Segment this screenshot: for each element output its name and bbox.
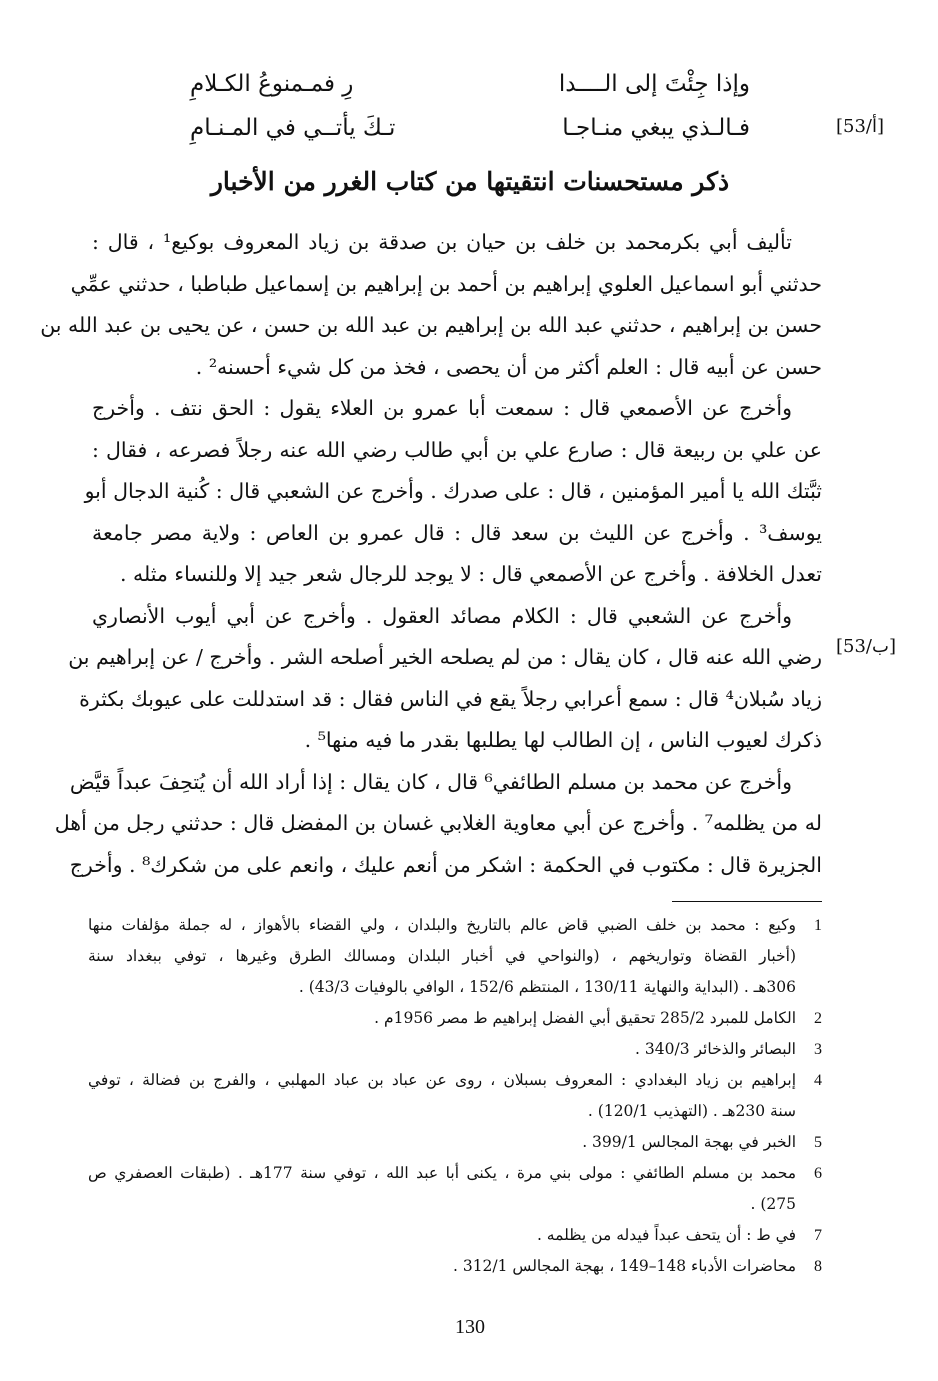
footnote-line: (أخبار القضاة وتواريخهم ، (والنواحي في أخبار البلدان ومسالك الطرق وغيرها ، توفي ببغداد سنة [88, 947, 796, 965]
footnote-text [88, 1065, 796, 1127]
folio-marker: [53/ب] [836, 636, 896, 657]
footnote-number: 1 [814, 917, 822, 934]
footnote [88, 1065, 828, 1127]
poem-verse [190, 106, 750, 150]
footnote-separator [672, 901, 822, 902]
footnote-text [88, 1003, 796, 1034]
footnote-text [88, 1158, 796, 1220]
footnote-text [88, 1251, 796, 1282]
body-line: ذكرك لعيوب الناس ، إن الطالب لها يطلبها بقدر ما فيه منها⁵ . [304, 728, 822, 752]
footnote-text [88, 1127, 796, 1158]
body-line: وأخرج عن الأصمعي قال : سمعت أبا عمرو بن العلاء يقول : الحق نتف . وأخرج [92, 396, 792, 420]
body-line: له من يظلمه⁷ . وأخرج عن أبي معاوية الغلابي غسان بن المفضل قال : حدثني رجل من أهل [54, 811, 822, 835]
footnote-line: الخبر في بهجة المجالس 399/1 . [582, 1133, 796, 1151]
footnote-number: 2 [814, 1010, 822, 1027]
body-line: زياد سُبلان⁴ قال : سمع أعرابي رجلاً يقع في الناس فقال : قد استدللت على عيوبك بكثرة [79, 686, 822, 711]
footnote-line: وكيع : محمد بن خلف الضبي قاض عالم بالتاريخ والبلدان ، ولي القضاء بالأهواز ، له جملة مؤلفات منها [88, 916, 796, 934]
body-line: وأخرج عن الشعبي قال : الكلام مصائد العقول . وأخرج عن أبي أيوب الأنصاري [92, 603, 792, 628]
footnote-line: محاضرات الأدباء 148–149 ، بهجة المجالس 312/1 . [452, 1257, 796, 1275]
poem-block [190, 62, 750, 150]
body-line: رضي الله عنه قال ، كان يقال : من لم يصلحه الخير أصلحه الشر . وأخرج / عن إبراهيم بن [68, 645, 822, 669]
footnote-line: إبراهيم بن زياد البغدادي : المعروف بسبلان ، روى عن عباد بن عباد المهلبي ، والفرج بن فضالة ، توفي [88, 1071, 796, 1089]
body-line: تعدل الخلافة . وأخرج عن الأصمعي قال : لا يوجد للرجال شعر جيد إلا وللنساء مثله . [119, 562, 822, 586]
body-line: حسن عن أبيه قال : العلم أكثر من أن يحصى ، فخذ من كل شيء أحسنه² . [195, 354, 822, 379]
body-line: حدثني أبو اسماعيل العلوي إبراهيم بن أحمد بن إبراهيم بن إسماعيل طباطبا ، حدثني عمِّي [70, 271, 822, 296]
poem-second-hemistich: تـكَ يأتــي في المـنـامِ [190, 115, 396, 141]
footnote-text [88, 1220, 796, 1251]
poem-second-hemistich: رِ فمـمنوعُ الكـلامِ [190, 71, 354, 97]
footnote-number: 7 [814, 1227, 822, 1244]
footnote [88, 1127, 828, 1158]
footnote-number: 8 [814, 1258, 822, 1275]
footnote [88, 910, 828, 1003]
footnote-number: 6 [814, 1165, 822, 1182]
poem-verse [190, 62, 750, 106]
footnote-number: 4 [814, 1072, 822, 1089]
footnote-number: 3 [814, 1041, 822, 1058]
footnote-line: الكامل للمبرد 285/2 تحقيق أبي الفضل إبراهيم ط مصر 1956م . [374, 1009, 796, 1027]
body-line: يوسف³ . وأخرج عن الليث بن سعد قال : قال عمرو بن العاص : ولاية مصر جامعة [92, 520, 822, 545]
section-title: ذكر مستحسنات انتقيتها من كتاب الغرر من الأخبار [210, 167, 730, 196]
footnote-line: سنة 230هـ . (التهذيب 120/1) . [587, 1102, 796, 1120]
footnote-text [88, 1034, 796, 1065]
body-line: الجزيرة قال : مكتوب في الحكمة : اشكر من أنعم عليك ، وانعم على من شكرك⁸ . وأخرج [69, 852, 822, 877]
footnote-text [88, 910, 796, 1003]
footnote [88, 1251, 828, 1282]
footnote [88, 1220, 828, 1251]
footnote-line: 306هـ . (البداية والنهاية 130/11 ، المنتظم 152/6 ، الوافي بالوفيات 43/3) . [298, 978, 796, 996]
poem-first-hemistich: وإذا جِئْتَ إلى الــــدا [558, 71, 750, 97]
folio-marker: [53/أ] [836, 116, 885, 137]
footnote-line: في ط : أن يتحف عبداً فيدله من يظلمه . [536, 1226, 796, 1244]
body-text [40, 222, 822, 886]
footnotes [88, 910, 828, 1282]
page-number: 130 [455, 1316, 485, 1338]
body-line: ثبَّتك الله يا أمير المؤمنين ، قال : على صدرك . وأخرج عن الشعبي قال : كُنية الدجال أبو [84, 479, 822, 503]
body-line: وأخرج عن محمد بن مسلم الطائفي⁶ قال ، كان يقال : إذا أراد الله أن يُتحِفَ عبداً قيَّض [69, 769, 792, 794]
footnote-line: محمد بن مسلم الطائفي : مولى بني مرة ، يكنى أبا عبد الله ، توفي سنة 177هـ . (طبقات العصفري ص [88, 1164, 796, 1182]
footnote [88, 1003, 828, 1034]
footnote-line: البصائر والذخائر 340/3 . [635, 1040, 796, 1058]
footnote [88, 1034, 828, 1065]
footnote-number: 5 [814, 1134, 822, 1151]
body-line: تأليف أبي بكرمحمد بن خلف بن حيان بن صدقة بن زياد المعروف بوكيع¹ ، قال : [92, 230, 792, 254]
footnote [88, 1158, 828, 1220]
body-line: حسن بن إبراهيم ، حدثني عبد الله بن إبراهيم بن عبد الله بن حسن ، عن يحيى بن عبد الله بن [40, 313, 822, 337]
poem-first-hemistich: فـالـذي يبغي منـاجـا [562, 115, 750, 141]
footnote-line: 275) . [750, 1195, 796, 1213]
body-line: عن علي بن ربيعة قال : صارع علي بن أبي طالب رضي الله عنه رجلاً فصرعه ، فقال : [92, 437, 822, 462]
